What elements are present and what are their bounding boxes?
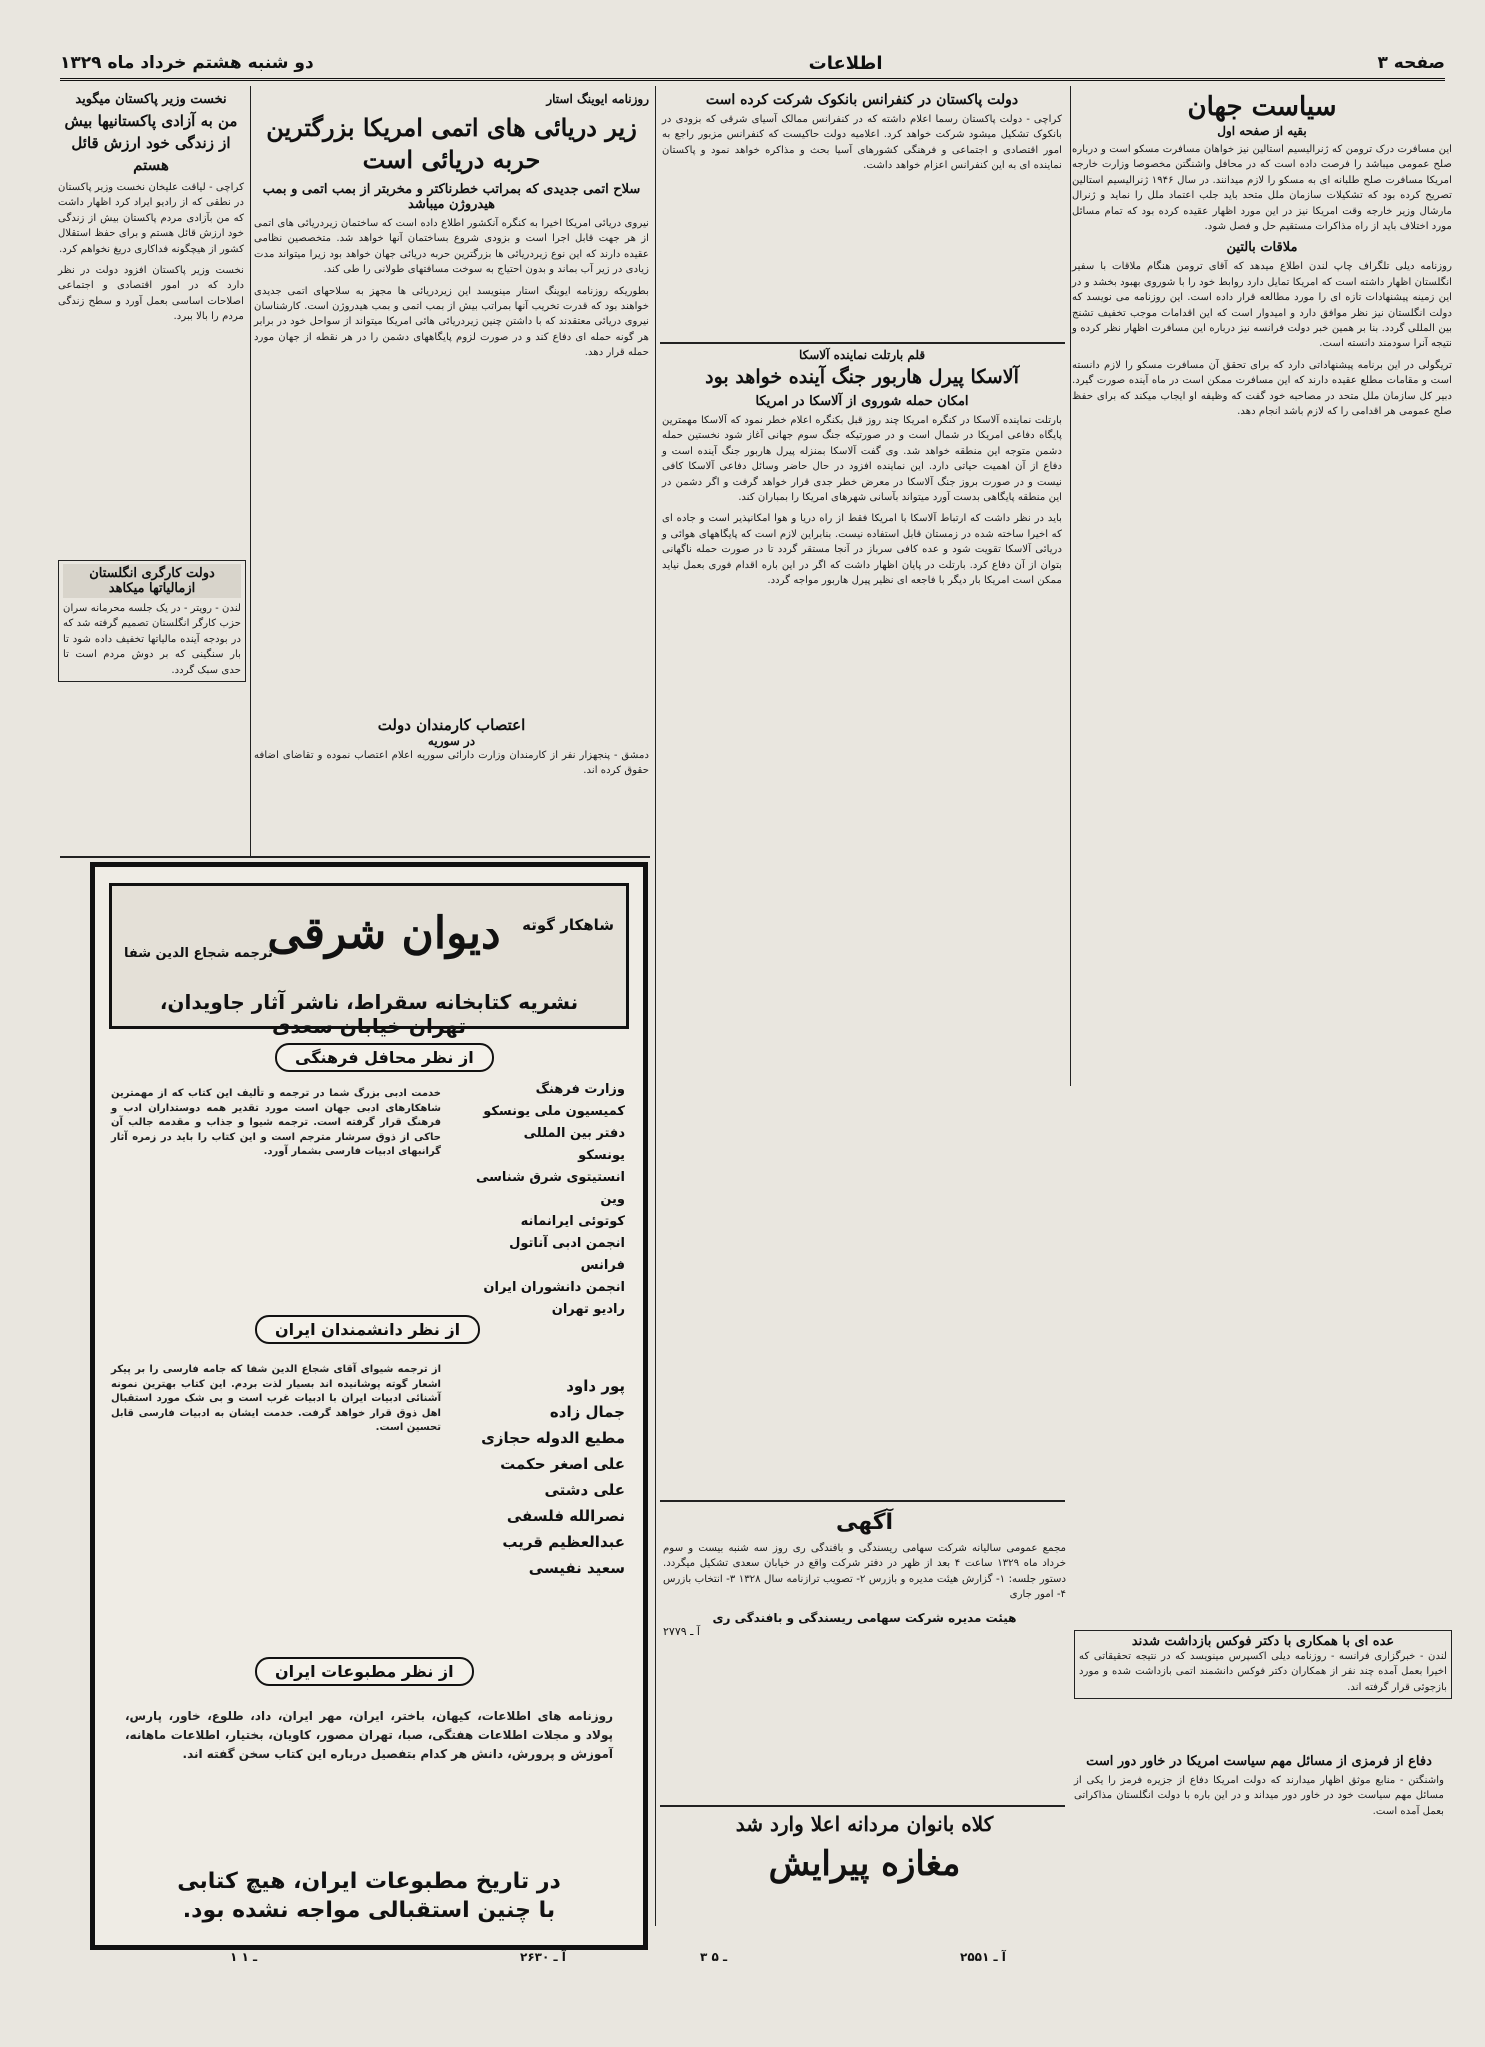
article-byline: قلم بارتلت نماینده آلاسکا	[798, 348, 926, 362]
notice-title: آگهی	[835, 1510, 894, 1535]
article-body: نخست وزیر پاکستان افزود دولت در نظر دارد که در امور اقتصادی و اجتماعی اصلاحات اساسی بعمل آورد و سطح زندگی مردم را بالا ببرد.	[58, 265, 244, 323]
notice-body: مجمع عمومی سالیانه شرکت سهامی ریسندگی و بافندگی ری روز سه شنبه بیست و سوم خرداد ماه ۱۳۲۹ ساعت ۴ بعد از ظهر در دفتر شرکت واقع در خیابان سعدی تشکیل میگردد. دستور جلسه: ۱- گزارش هیئت مدیره و بازرس ۲- تصویب ترازنامه سال ۱۳۲۸ ۳- انتخاب بازرس ۴- امور جاری	[663, 1543, 1067, 1601]
notice-code: آ ـ ۲۷۷۹	[663, 1624, 700, 1638]
section-rule	[660, 1805, 1065, 1807]
formosa-article	[1074, 1748, 1444, 1819]
shop-name: مغازه پیرایش	[768, 1844, 961, 1884]
pakistan-bangkok-article	[662, 92, 1062, 174]
article-title: من به آزادی پاکستانیها بیش از زندگی خود ارزش قائل هستم	[64, 112, 238, 174]
article-body: واشنگتن - منابع موثق اظهار میدارند که دولت امریکا دفاع از جزیره فرمز را یکی از مسائل مهم سیاست خود در خاور دور میداند و در این باره با دولت انگلستان مذاکراتی بعمل آمده است.	[1074, 1775, 1444, 1817]
article-body: باید در نظر داشت که ارتباط آلاسکا با امریکا فقط از راه دریا و هوا امکانپذیر است و جاده ای که اخیرا ساخته شده در زمستان قابل استفاده نیست. بنابراین لازم است که پایگاههای هوائی و دریائی آلاسکا تقویت شود و عده کافی سرباز در آنجا مستقر گردد تا در صورت حمله ناگهانی بتوان از آن دفاع کرد. بارتلت در پایان اظهار داشت که اگر در این باره اقدام فوری بعمل نیاید ممکن است امریکا بار دیگر با فاجعه ای نظیر پیرل هاربور مواجه گردد.	[662, 513, 1062, 587]
list-item: پور داود	[566, 1377, 625, 1395]
article-subtitle: سلاح اتمی جدیدی که بمراتب خطرناکتر و مخربتر از بمب اتمی و بمب هیدروژن میباشد	[262, 182, 641, 212]
box-title: عده ای با همکاری با دکتر فوکس بازداشت شدند	[1131, 1634, 1395, 1649]
box-body: لندن - خبرگزاری فرانسه - روزنامه دیلی اکسپرس مینویسد که در نتیجه تحقیقاتی که اخیرا بعمل آمده چند نفر از همکاران دکتر فوکس دانشمند اتمی بازداشت شده و مورد بازجوئی قرار گرفته اند.	[1079, 1651, 1447, 1693]
section-subtitle: ملاقات بالتین	[1226, 240, 1298, 256]
list-item: سعید نفیسی	[528, 1559, 625, 1577]
list-item: انجمن دانشوران ایران	[483, 1280, 625, 1295]
article-subtitle: در سوریه	[427, 734, 476, 748]
article-body: روزنامه دیلی تلگراف چاپ لندن اطلاع میدهد که آقای ترومن هنگام ملاقات با سفیر انگلستان اظهار داشته است که امریکا تمایل دارد روابط خود را با شوروی بهبود بخشد و در این زمینه پیشنهادات تازه ای را مورد مطالعه قرار داده است. این روزنامه می نویسد که دولت انگلستان نیز نظر موافق دارد و امیدوار است که این اقدامات موجب تخفیف تشنج بین المللی گردد. بنا بر همین خبر دولت فرانسه نیز درباره این مسافرت اظهار نظر کرده و نتیجه آنرا سودمند دانسته است.	[1072, 261, 1452, 350]
continued-note: بقیه از صفحه اول	[1217, 124, 1307, 138]
shop-advertisement	[663, 1812, 1066, 1922]
article-body: کراچی - دولت پاکستان رسما اعلام داشته که در کنفرانس ممالک آسیای شرقی که بزودی در بانکوک تشکیل میشود شرکت خواهد کرد. اعلامیه دولت حاکیست که کنفرانس مزبور راجع به امور اقتصادی و اجتماعی و فرهنگی کشورهای آسیا بحث و مذاکره خواهد نمود و پاکستان نماینده ای به این کنفرانس اعزام خواهد داشت.	[662, 114, 1062, 172]
publisher-line: نشریه کتابخانه سقراط، ناشر آثار جاویدان، تهران خیابان سعدی	[159, 990, 579, 1038]
shareholders-notice	[663, 1510, 1066, 1800]
list-item: علی دشتی	[544, 1481, 625, 1499]
article-body: کراچی - لیاقت علیخان نخست وزیر پاکستان در نطقی که از رادیو ایراد کرد اظهار داشت که من بآزادی مردم پاکستان بیش از زندگی خود ارزش قائل هستم و برای حفظ استقلال کشور از هیچگونه فداکاری دریغ نخواهم کرد.	[58, 182, 244, 255]
ad-code: آ ـ ۲۶۳۰	[520, 1950, 566, 1964]
list-item: جمال زاده	[549, 1403, 625, 1421]
ad-code: ۱ ـ ۱	[230, 1950, 258, 1964]
institutions-list	[475, 1079, 625, 1321]
article-body: این مسافرت درک ترومن که ژنرالیسیم استالین نیز خواهان مسافرت مسکو است و درباره صلح عمومی میباشد را فرصت داده است که در محافل واشنگتن مخصوصا وزارت خارجه امریکا مسافرت صلح طلبانه ای به مسکو را لازم میدانند. در سال ۱۹۴۶ ژنرالیسیم استالین تصریح کرده بود که تشکیلات سازمان ملل متحد باید جلب اعتماد ملل را نماید و ژنرال مارشال وزیر خارجه وقت امریکا نیز در این مورد اظهار عقیده کرده بود که تمام مسائل مورد اختلاف باید از راه مذاکرات مستقیم حل و فصل شود.	[1072, 144, 1452, 233]
section-badge: از نظر محافل فرهنگی	[275, 1043, 494, 1072]
article-title: زیر دریائی های اتمی امریکا بزرگترین حربه دریائی است	[266, 113, 637, 174]
article-title: اعتصاب کارمندان دولت	[377, 716, 526, 734]
section-badge: از نظر دانشمندان ایران	[255, 1315, 480, 1344]
article-title: دفاع از فرمزی از مسائل مهم سیاست امریکا در خاور دور است	[1086, 1754, 1432, 1769]
fuchs-arrest-box	[1074, 1630, 1452, 1699]
syria-strike-article	[254, 716, 649, 779]
ad-banner	[109, 883, 629, 1038]
divan-book-advertisement	[90, 862, 648, 1950]
scholars-list	[475, 1373, 625, 1581]
footer-line: با چنین استقبالی مواجه نشده بود.	[182, 1898, 556, 1923]
article-source: روزنامه ایوینگ استار	[546, 92, 649, 106]
ad-code: آ ـ ۲۵۵۱	[960, 1950, 1006, 1964]
column-rule	[655, 86, 656, 1926]
uk-tax-box	[58, 560, 246, 682]
page-header	[60, 48, 1445, 81]
issue-date: دو شنبه هشتم خرداد ماه ۱۳۲۹	[60, 53, 314, 73]
list-item: نصرالله فلسفی	[506, 1507, 625, 1525]
section-rule	[660, 342, 1065, 344]
quote-text: خدمت ادبی بزرگ شما در ترجمه و تألیف این کتاب که از مهمترین شاهکارهای ادبی جهان است مورد تقدیر همه دوستداران ادب و فرهنگ قرار گرفته است. ترجمه شیوا و جذاب و مقدمه جالب آن حاکی از ذوق سرشار مترجم است و این کتاب را باید در زمره آثار گرانبهای ادبیات فارسی بشمار آورد.	[111, 1088, 441, 1157]
column-rule	[250, 86, 251, 856]
article-title: آلاسکا پیرل هاربور جنگ آینده خواهد بود	[705, 366, 1019, 388]
section-rule	[660, 1500, 1065, 1502]
press-list: روزنامه های اطلاعات، کیهان، باختر، ایران، مهر ایران، داد، طلوع، خاور، پارس، پولاد و مجلات اطلاعات هفتگی، صبا، تهران مصور، کاویان، بختیار، اطلاعات ماهانه، آموزش و پرورش، دانش هر کدام بتفصیل درباره این کتاب سخن گفته اند.	[125, 1709, 613, 1761]
article-title: دولت پاکستان در کنفرانس بانکوک شرکت کرده است	[705, 92, 1019, 108]
list-item: کمیسیون ملی یونسکو	[483, 1104, 625, 1119]
quote-text: از ترجمه شیوای آقای شجاع الدین شفا که جامه فارسی را بر پیکر اشعار گوته پوشانیده اند بسیار لذت بردم. این کتاب بهترین نمونه آشنائی ادبیات ایران با ادبیات غرب است و بی شک مورد استقبال اهل ذوق قرار خواهد گرفت. خدمت ایشان به ادبیات فارسی قابل تحسین است.	[111, 1364, 441, 1433]
list-item: مطیع الدوله حجازی	[481, 1429, 625, 1447]
article-body: نیروی دریائی امریکا اخیرا به کنگره آنکشور اطلاع داده است که ساختمان زیردریائی های اتمی از هر جهت قابل اجرا است و بزودی شروع بساختمان آنها خواهد شد. متخصصین نظامی عقیده دارند که این نوع زیردریائی ها بزرگترین حربه دریائی جهان خواهد بود زیرا میتواند مدت زیادی در زیر آب بماند و بدون احتیاج به سوخت مسافتهای طولانی را طی کند.	[254, 218, 649, 276]
ad-footer	[125, 1869, 613, 1923]
article-body: دمشق - پنجهزار نفر از کارمندان وزارت دارائی سوریه اعلام اعتصاب نموده و تقاضای اضافه حقوق کرده اند.	[254, 750, 649, 777]
section-badge: از نظر مطبوعات ایران	[255, 1657, 474, 1686]
page-number: صفحه ۳	[1377, 53, 1445, 73]
footer-line: در تاریخ مطبوعات ایران، هیچ کتابی	[177, 1869, 561, 1894]
section-rule	[60, 856, 650, 858]
atomic-submarine-article	[254, 92, 649, 361]
list-item: رادیو تهران	[551, 1302, 625, 1317]
translator-label: ترجمه شجاع الدین شفا	[124, 946, 273, 961]
list-item: عبدالعظیم قریب	[502, 1533, 625, 1551]
list-item: انجمن ادبی آناتول فرانس	[509, 1236, 625, 1273]
pakistan-pm-article	[58, 92, 244, 325]
world-politics-title: سیاست جهان	[1187, 92, 1337, 122]
column-rule	[1070, 86, 1071, 1086]
world-politics-column	[1072, 92, 1452, 420]
alaska-article	[662, 348, 1062, 588]
list-item: وزارت فرهنگ	[535, 1082, 625, 1097]
article-subtitle: امکان حمله شوروی از آلاسکا در امریکا	[755, 394, 969, 409]
list-item: علی اصغر حکمت	[500, 1455, 625, 1473]
ad-code: ۳ ـ ۵	[700, 1950, 728, 1964]
article-body: تریگولی در این برنامه پیشنهاداتی دارد که برای تحقق آن مسافرت مسکو را لازم دانسته است و مقامات مطلع عقیده دارند که این مسافرت ممکن است در ماه آینده صورت گیرد. دبیر کل سازمان ملل متحد در مصاحبه خود گفت که وظیفه او ایجاب میکند که برای حفظ صلح عمومی هر اقدامی را که لازم باشد انجام دهد.	[1072, 359, 1452, 418]
notice-signature: هیئت مدیره شرکت سهامی ریسندگی و بافندگی ری	[712, 1610, 1017, 1625]
list-item: دفتر بین المللی یونسکو	[523, 1126, 625, 1163]
book-title: دیوان شرقی	[267, 908, 501, 959]
list-item: کوتوئی ایرانمانه	[520, 1214, 625, 1229]
article-body: بطوریکه روزنامه ایوینگ استار مینویسد این زیردریائی ها مجهز به سلاحهای اتمی جدیدی خواهند بود که قدرت تخریب آنها بمراتب بیش از بمب اتمی و بمب هیدروژن است. کارشناسان نیروی دریائی معتقدند که با داشتن چنین زیردریائی هائی امریکا میتواند از سواحل خود در برابر هر گونه حمله ای دفاع کند و در صورت لزوم پایگاههای دشمن را در هر نقطه از جهان مورد حمله قرار دهد.	[254, 285, 649, 359]
list-item: انستیتوی شرق شناسی وین	[475, 1170, 625, 1207]
box-body: لندن - رویتر - در یک جلسه محرمانه سران حزب کارگر انگلستان تصمیم گرفته شد که در بودجه آینده مالیاتها تخفیف داده شود تا بار سنگینی که بر دوش مردم است تا حدی سبک گردد.	[63, 603, 241, 676]
article-kicker: نخست وزیر پاکستان میگوید	[75, 92, 227, 107]
ad-side-label: شاهکار گوته	[522, 916, 614, 934]
box-title: دولت کارگری انگلستان ازمالیاتها میکاهد	[63, 564, 241, 598]
shop-headline: کلاه بانوان مردانه اعلا وارد شد	[735, 1812, 994, 1836]
article-body: بارتلت نماینده آلاسکا در کنگره امریکا چند روز قبل بکنگره اعلام خطر نمود که آلاسکا مهمترین پایگاه دفاعی امریکا در شمال است و در صورتیکه جنگ سوم جهانی آغاز شود نخستین حمله دشمن متوجه این منطقه خواهد شد. وی گفت آلاسکا بمنزله پیرل هاربور جنگ آینده است و دفاع از آن اهمیت حیاتی دارد. این نماینده افزود در حال حاضر وسائل دفاعی آلاسکا کافی نیست و در صورت بروز جنگ آلاسکا در معرض خطر جدی قرار خواهد گرفت و اگر دشمن در این منطقه پایگاهی بدست آورد میتواند بآسانی شهرهای امریکا را بمباران کند.	[662, 415, 1062, 504]
newspaper-name: اطلاعات	[808, 52, 883, 74]
